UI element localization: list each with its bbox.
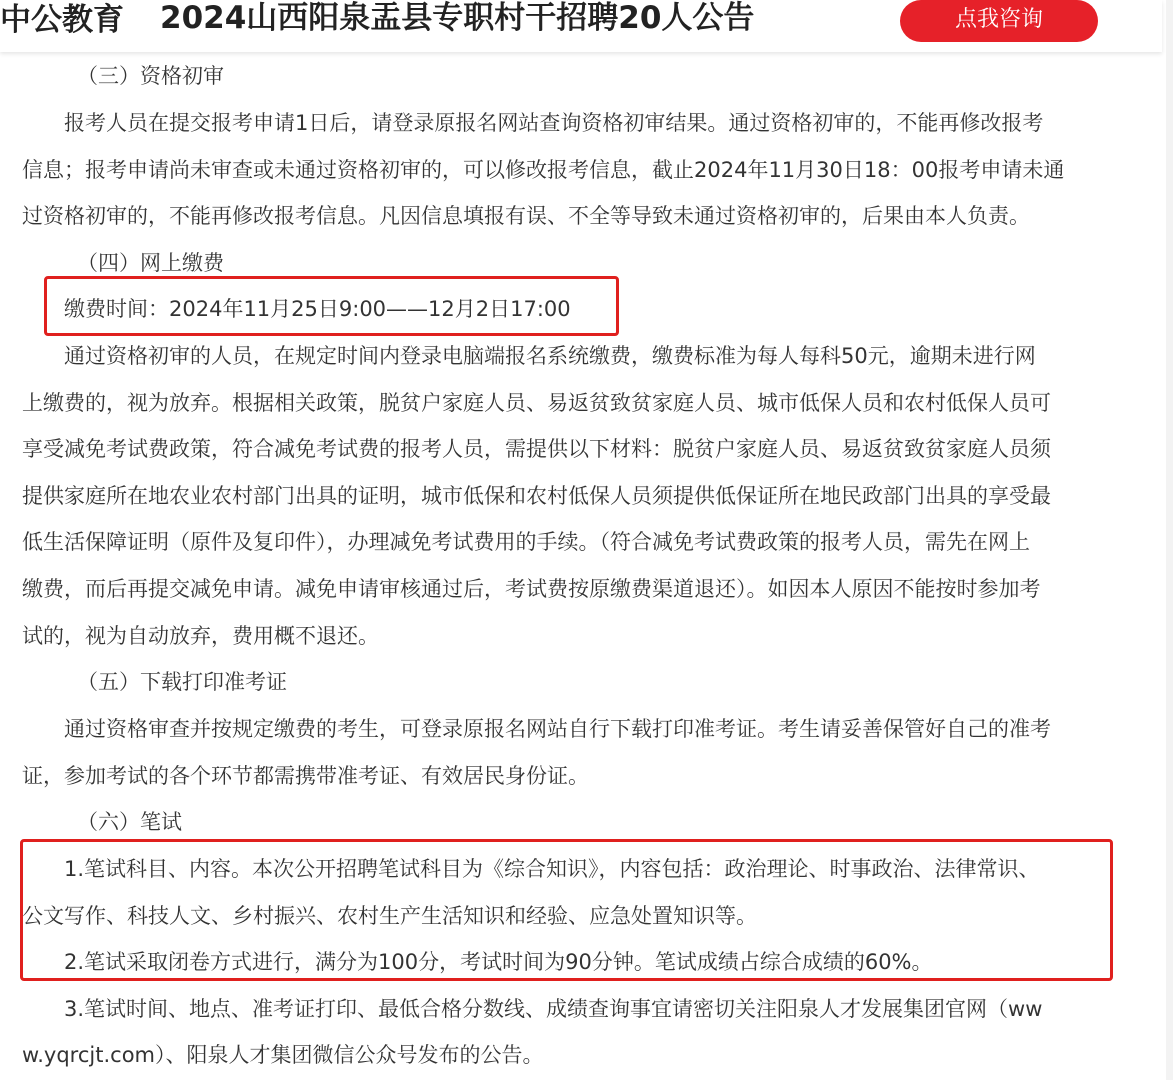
paragraph-line: 试的，视为自动放弃，费用概不退还。 <box>22 624 379 648</box>
section-heading: （六）笔试 <box>77 810 182 834</box>
scrollbar-track[interactable] <box>1166 0 1173 1080</box>
paragraph-line: 缴费，而后再提交减免申请。减免申请审核通过后，考试费按原缴费渠道退还）。如因本人原因不能按时参加考 <box>22 577 1041 601</box>
payment-time: 缴费时间：2024年11月25日9:00——12月2日17:00 <box>64 297 571 321</box>
payment-time-highlight <box>44 276 619 336</box>
paragraph-line: 报考人员在提交报考申请1日后，请登录原报名网站查询资格初审结果。通过资格初审的，不能再修改报考 <box>64 111 1044 135</box>
paragraph-line: 享受减免考试费政策，符合减免考试费的报考人员，需提供以下材料：脱贫户家庭人员、易返贫致贫家庭人员须 <box>22 437 1051 461</box>
paragraph-line: 低生活保障证明（原件及复印件），办理减免考试费用的手续。（符合减免考试费政策的报考人员，需先在网上 <box>22 530 1030 554</box>
paragraph-line: 上缴费的，视为放弃。根据相关政策，脱贫户家庭人员、易返贫致贫家庭人员、城市低保人员和农村低保人员可 <box>22 391 1051 415</box>
consult-button[interactable]: 点我咨询 <box>900 0 1098 42</box>
paragraph-line: 通过资格初审的人员，在规定时间内登录电脑端报名系统缴费，缴费标准为每人每科50元，逾期未进行网 <box>64 344 1036 368</box>
paragraph-line: 1.笔试科目、内容。本次公开招聘笔试科目为《综合知识》，内容包括：政治理论、时事政治、法律常识、 <box>64 857 1040 881</box>
paragraph-line: 信息；报考申请尚未审查或未通过资格初审的，可以修改报考信息，截止2024年11月30日18：00报考申请未通 <box>22 158 1065 182</box>
section-heading: （三）资格初审 <box>77 64 224 88</box>
paragraph-line: 证，参加考试的各个环节都需携带准考证、有效居民身份证。 <box>22 764 589 788</box>
section-heading: （四）网上缴费 <box>77 251 224 275</box>
paragraph-line: 公文写作、科技人文、乡村振兴、农村生产生活知识和经验、应急处置知识等。 <box>22 904 757 928</box>
paragraph-line: 通过资格审查并按规定缴费的考生，可登录原报名网站自行下载打印准考证。考生请妥善保管好自己的准考 <box>64 717 1051 741</box>
brand-logo[interactable]: 中公教育 <box>0 2 124 38</box>
section-heading: （五）下载打印准考证 <box>77 670 287 694</box>
paragraph-line: w.yqrcjt.com）、阳泉人才集团微信公众号发布的公告。 <box>22 1043 544 1067</box>
page-title: 2024山西阳泉盂县专职村干招聘20人公告 <box>160 0 755 36</box>
paragraph-line: 2.笔试采取闭卷方式进行，满分为100分，考试时间为90分钟。笔试成绩占综合成绩的60%。 <box>64 950 933 974</box>
paragraph-line: 提供家庭所在地农业农村部门出具的证明，城市低保和农村低保人员须提供低保证所在地民政部门出具的享受最 <box>22 484 1051 508</box>
paragraph-line: 3.笔试时间、地点、准考证打印、最低合格分数线、成绩查询事宜请密切关注阳泉人才发展集团官网（ww <box>64 997 1043 1021</box>
paragraph-line: 过资格初审的，不能再修改报考信息。凡因信息填报有误、不全等导致未通过资格初审的，后果由本人负责。 <box>22 204 1030 228</box>
site-header <box>0 0 1162 52</box>
written-exam-highlight <box>20 839 1113 981</box>
